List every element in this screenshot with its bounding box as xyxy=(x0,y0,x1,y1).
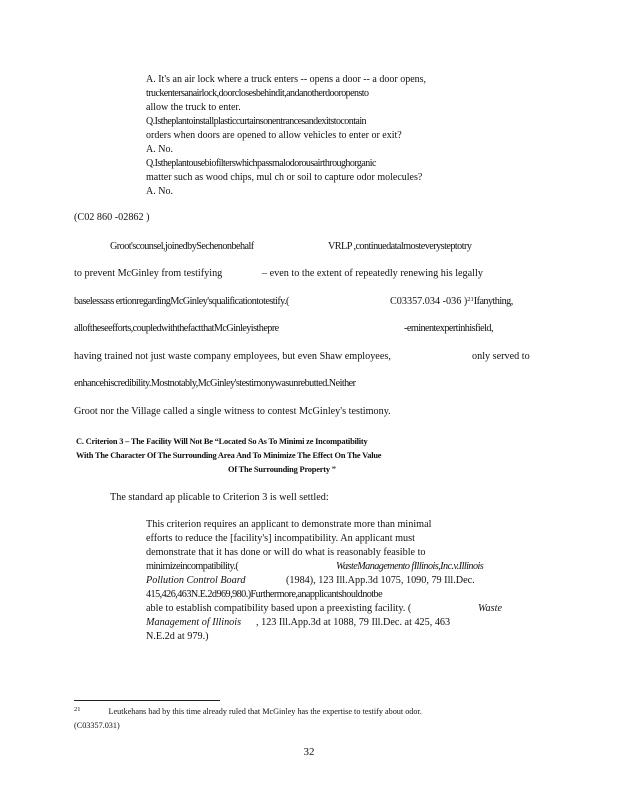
paragraph-text: alloftheseefforts,coupledwiththefactthatMcGinleyisthepre xyxy=(74,323,279,334)
quote-line: 415,426,463N.E.2d969,980.)Furthermore,anapplicantshouldnotbe xyxy=(146,589,383,600)
qa-line: A. It's an air lock where a truck enters -- opens a door -- a door opens, xyxy=(146,74,427,85)
case-name: WasteManagemento fIllinois,Inc.v.Illinois xyxy=(336,561,484,572)
qa-line: allow the truck to enter. xyxy=(146,102,241,113)
quote-line: N.E.2d at 979.) xyxy=(146,631,209,642)
paragraph-text: -eminentexpertinhisfield, xyxy=(404,323,493,334)
case-name: Management of Illinois xyxy=(146,617,242,628)
heading-line: Of The Surrounding Property ” xyxy=(228,465,336,474)
quote-line: demonstrate that it has done or will do what is reasonably feasible to xyxy=(146,547,426,558)
page-number: 32 xyxy=(303,746,315,758)
quote-line: (1984), 123 Ill.App.3d 1075, 1090, 79 Ill.Dec. xyxy=(286,575,475,586)
quote-line: This criterion requires an applicant to demonstrate more than minimal xyxy=(146,519,432,530)
footnote-marker: 21 xyxy=(467,296,474,303)
record-citation: (C02 860 -02862 ) xyxy=(74,212,150,223)
paragraph-text: to prevent McGinley from testifying xyxy=(74,268,223,279)
paragraph-text xyxy=(390,296,513,309)
qa-line: truckentersanairlock,doorclosesbehindit,andanotherdooropensto xyxy=(146,88,369,99)
qa-line: Q.Istheplantoinstallplasticcurtainsonentrancesandexitstocontain xyxy=(146,116,366,127)
paragraph-text: The standard ap plicable to Criterion 3 is well settled: xyxy=(110,492,329,503)
footnote-line xyxy=(74,706,422,719)
paragraph-text: – even to the extent of repeatedly renewing his legally xyxy=(262,268,483,279)
quote-line: , 123 Ill.App.3d at 1088, 79 Ill.Dec. at 425, 463 xyxy=(256,617,451,628)
footnote-number: 21 xyxy=(74,706,81,713)
paragraph-text: Groot nor the Village called a single witness to contest McGinley's testimony. xyxy=(74,406,391,417)
qa-line: matter such as wood chips, mul ch or soil to capture odor molecules? xyxy=(146,172,423,183)
paragraph-text: having trained not just waste company employees, but even Shaw employees, xyxy=(74,351,391,362)
paragraph-text: VRLP ,continuedatalmosteverysteptotry xyxy=(328,241,472,252)
record-citation: C03357.034 -036 ) xyxy=(390,296,468,307)
qa-line: A. No. xyxy=(146,144,173,155)
footnote-text: Leutkehans had by this time already ruled that McGinley has the expertise to testify about odor. xyxy=(108,707,422,716)
qa-line: A. No. xyxy=(146,186,173,197)
heading-line: C. Criterion 3 – The Facility Will Not Be “Located So As To Minimi ze Incompatibility xyxy=(76,437,368,446)
footnote-divider xyxy=(74,700,220,701)
case-name: Pollution Control Board xyxy=(146,575,246,586)
quote-line: able to establish compatibility based upon a preexisting facility. ( xyxy=(146,603,412,614)
paragraph-text: Groot'scounsel,joinedbySechenonbehalf xyxy=(110,241,254,252)
quote-line: efforts to reduce the [facility's] incompatibility. An applicant must xyxy=(146,533,415,544)
heading-line: With The Character Of The Surrounding Area And To Minimize The Effect On The Value xyxy=(76,451,382,460)
paragraph-text: only served to xyxy=(472,351,530,362)
paragraph-text: enhancehiscredibility.Mostnotably,McGinley'stestimonywasunrebutted.Neither xyxy=(74,378,356,389)
qa-line: Q.Istheplantousebiofilterswhichpassmalodorousairthroughorganic xyxy=(146,158,376,169)
paragraph-text: baselessass ertionregardingMcGinley'squalificationtotestify.( xyxy=(74,296,289,307)
case-name: Waste xyxy=(478,603,502,614)
qa-line: orders when doors are opened to allow vehicles to enter or exit? xyxy=(146,130,402,141)
footnote-citation: (C03357.031) xyxy=(74,721,120,730)
quote-line: minimizeincompatibility.( xyxy=(146,561,239,572)
paragraph-text: Ifanything, xyxy=(473,296,513,307)
